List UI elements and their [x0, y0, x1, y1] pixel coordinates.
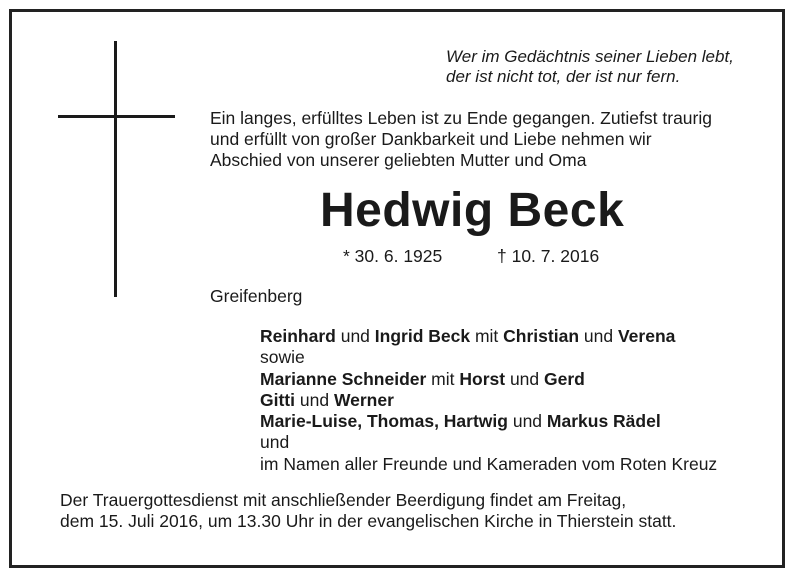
mourner-name: Reinhard — [260, 326, 336, 346]
mourner-name: Verena — [617, 326, 676, 346]
mourner-name: Gitti — [260, 389, 295, 410]
cross-horizontal-bar — [58, 115, 175, 118]
motto-line: der ist nicht tot, der ist nur fern. — [446, 67, 681, 86]
intro-line: und erfüllt von großer Dankbarkeit und Liebe nehmen wir — [210, 129, 652, 149]
notice-border — [9, 9, 785, 568]
connector: und — [579, 326, 618, 346]
connector: und — [335, 326, 375, 346]
connector: mit — [470, 326, 504, 346]
funeral-service-notice — [60, 490, 676, 532]
connector: mit — [426, 368, 460, 389]
intro-line: Abschied von unserer geliebten Mutter und Oma — [210, 150, 587, 170]
mourner-line: sowie — [260, 347, 305, 368]
mourner-name: Horst — [459, 368, 506, 389]
mourner-line — [260, 326, 717, 347]
mourner-name: Ingrid Beck — [374, 326, 471, 346]
mourner-line: im Namen aller Freunde und Kameraden vom Roten Kreuz — [260, 453, 718, 474]
mourner-name: Marie-Luise, Thomas, Hartwig — [260, 411, 508, 432]
connector: und — [505, 368, 545, 389]
mourner-line — [260, 390, 717, 411]
service-line: dem 15. Juli 2016, um 13.30 Uhr in der evangelischen Kirche in Thierstein statt. — [60, 511, 677, 531]
mourner-name: Werner — [333, 389, 394, 410]
mourner-line — [260, 411, 717, 432]
mourner-line — [260, 369, 717, 390]
connector: und — [295, 389, 334, 410]
cross-vertical-bar — [114, 41, 117, 297]
intro-line: Ein langes, erfülltes Leben ist zu Ende gegangen. Zutiefst traurig — [210, 108, 712, 128]
mourner-name: Christian — [503, 326, 580, 346]
birth-date: * 30. 6. 1925 — [343, 246, 443, 266]
intro-text — [210, 108, 712, 171]
mourners-list — [260, 326, 717, 475]
place-name: Greifenberg — [210, 286, 303, 306]
mourner-line: und — [260, 432, 290, 453]
motto-line: Wer im Gedächtnis seiner Lieben lebt, — [446, 47, 734, 66]
mourner-name: Markus Rädel — [546, 411, 661, 432]
service-line: Der Trauergottesdienst mit anschließender Beerdigung findet am Freitag, — [60, 490, 627, 510]
mourner-name: Gerd — [544, 368, 585, 389]
motto-quote — [446, 47, 734, 87]
deceased-name: Hedwig Beck — [320, 184, 625, 237]
mourner-name: Marianne Schneider — [260, 368, 427, 389]
death-date: † 10. 7. 2016 — [497, 246, 600, 266]
connector: und — [507, 411, 547, 432]
